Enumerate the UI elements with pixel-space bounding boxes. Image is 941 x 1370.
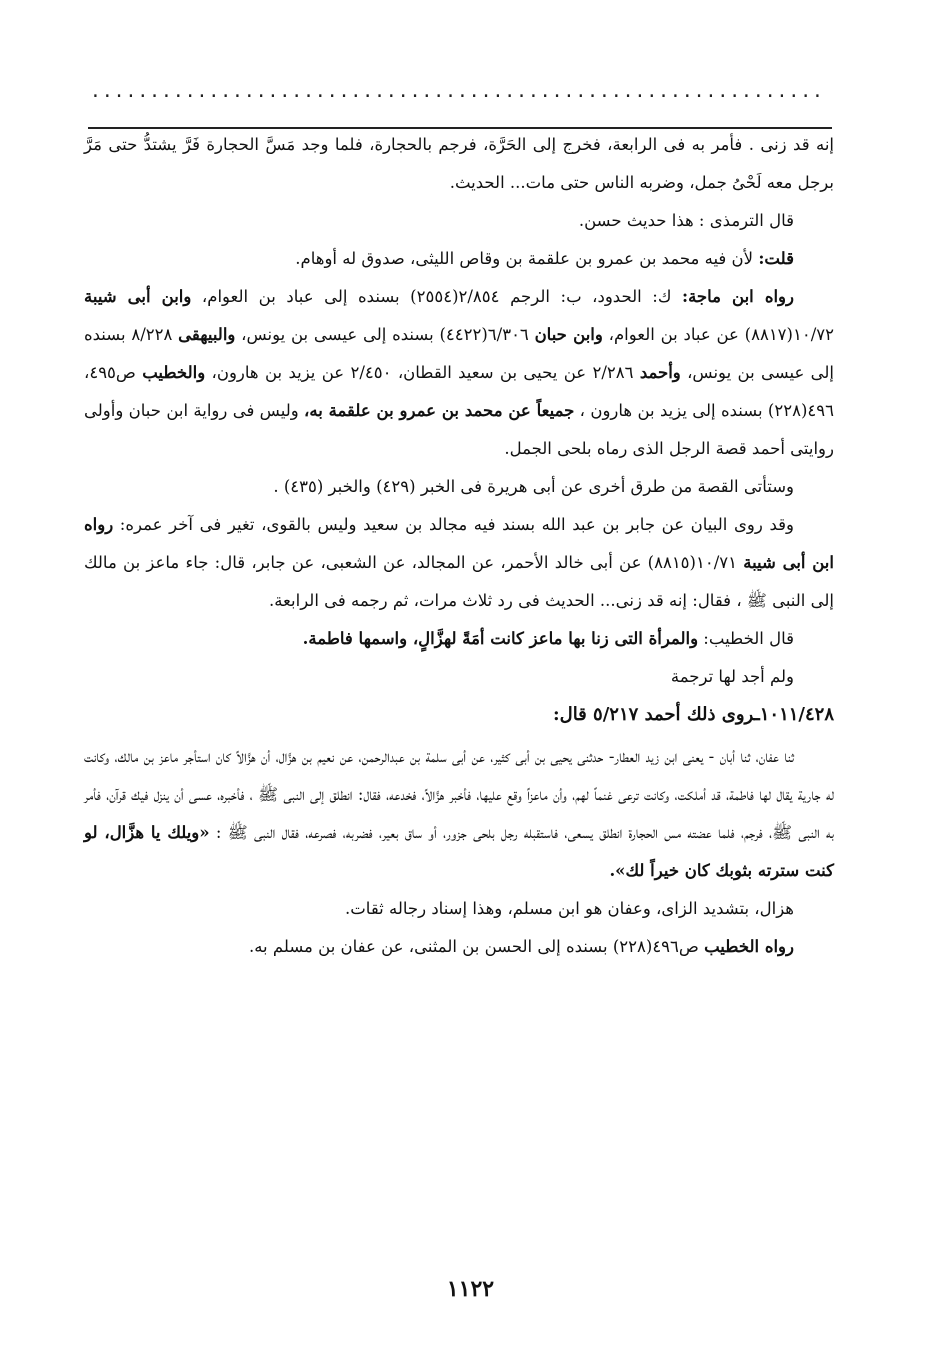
paragraph-text: ك: الحدود، ب: الرجم ٢/٨٥٤(٢٥٥٤) بسنده إلى عباد بن العوام،: [191, 287, 682, 306]
body-text: [84, 126, 834, 966]
source-label: وابن حبان: [534, 325, 603, 344]
paragraph-text: ٢/٢٨٦ عن يحيى بن سعيد القطان، ٢/٤٥٠ عن يزيد بن هارون،: [205, 363, 640, 382]
source-label: رواه ابن أبى شيبة: [84, 515, 834, 572]
qultu-label: قلت:: [758, 249, 794, 268]
paragraph-text: ص٤٩٥، ٤٩٦(٢٢٨) بسنده إلى يزيد بن هارون ،: [84, 363, 834, 420]
source-label: وابن أبى شيبة: [84, 287, 192, 306]
paragraph-hadith-continuation: [84, 126, 834, 202]
paragraph-hadith-text: [84, 738, 834, 890]
source-label: والبيهقى: [178, 325, 236, 344]
paragraph-text: قال الخطيب:: [698, 629, 794, 648]
paragraph-text: ولم أجد لها ترجمة: [670, 667, 794, 686]
paragraph-qultu: [84, 240, 834, 278]
source-label: رواه الخطيب: [704, 937, 794, 956]
paragraph-text: ٨/٢٢٨ بسنده إلى عيسى بن يونس،: [84, 325, 834, 382]
paragraph-text: ثنا عفان، ثنا أبان - يعنى ابن زيد العطار- حدثنى يحيى بن أبى كثير، عن أبى سلمة بن عبدالرحمن، عن نعيم بن هزَّال، أن هزَّالاً كان استأجر ماعز بن مالك، وكانت له جارية يقال لها فاطمة، قد أملكت، وكانت ترعى غنماً لهم، وأن ماعزاً وقع عليها، فأخبر هزَّالاً، فخدعه، فقال: انطلق إلى النبى ﷺ ، فأخبره، عسى أن ينزل فيك قرآن، فأمر به النبى ﷺ، فرجم، فلما عضته مس الحجارة انطلق يسعى، فاستقبله رجل بلحى جزور، أو ساق بعير، فضربه، فصرعه، فقال النبى ﷺ :: [84, 747, 835, 842]
page-number: ١١٢٢: [446, 1276, 495, 1302]
source-label: والخطيب: [142, 363, 206, 382]
paragraph-text: إنه قد زنى . فأمر به فى الرابعة، فخرج إلى الحَرَّة، فرجم بالحجارة، فلما وجد مَسَّ الحجارة فَرَّ يشتدُّ حتى مَرَّ برجل معه لَحْىُ جمل، وضربه الناس حتى مات... الحديث.: [84, 135, 834, 192]
source-label: وأحمد: [639, 363, 681, 382]
heading-text: ١٠١١/٤٢٨ـروى ذلك أحمد ٥/٢١٧ قال:: [552, 704, 834, 725]
paragraph-tirmidhi: [84, 202, 834, 240]
prophet-quote: «ويلك يا هزَّال، لو كنت سترته بثوبك كان خيراً لك».: [84, 823, 834, 880]
paragraph-other-routes: [84, 468, 834, 506]
paragraph-khatib: [84, 620, 834, 658]
paragraph-text: ٦/٣٠٦(٤٤٢٢) بسنده إلى عيسى بن يونس،: [235, 325, 535, 344]
hadith-heading: [84, 696, 834, 734]
source-label: رواه ابن ماجة:: [681, 287, 794, 306]
paragraph-takhrij: [84, 278, 834, 468]
paragraph-jabir: [84, 506, 834, 620]
paragraph-khatib-source: [84, 928, 834, 966]
paragraph-text: ص٤٩٦(٢٢٨) بسنده إلى الحسن بن المثنى، عن عفان بن مسلم به.: [248, 937, 705, 956]
paragraph-text: هزال، بتشديد الزاى، وعفان هو ابن مسلم، وهذا إسناد رجاله ثقات.: [345, 899, 794, 918]
paragraph-hazzal-note: [84, 890, 834, 928]
paragraph-text: وليس فى رواية ابن حبان وأولى روايتى أحمد قصة الرجل الذى رماه بلحى الجمل.: [84, 401, 834, 458]
paragraph-no-biography: [84, 658, 834, 696]
khatib-quote: والمرأة التى زنا بها ماعز كانت أمَةً لهزَّالٍ، واسمها فاطمة.: [302, 629, 699, 648]
paragraph-text: ١٠/٧٢(٨٨١٧) عن عباد بن العوام،: [602, 325, 834, 344]
paragraph-text: ١٠/٧١(٨٨١٥) عن أبى خالد الأحمر، عن المجالد، عن الشعبى، عن جابر، قال: جاء ماعز بن مالك إلى النبى ﷺ ، فقال: إنه قد زنى... الحديث فى رد ثلاث مرات، ثم رجمه فى الرابعة.: [84, 553, 834, 610]
source-label: جميعاً عن محمد بن عمرو بن علقمة به،: [304, 401, 575, 420]
separator-dots: ..............................................................: [90, 82, 824, 102]
paragraph-text: وقد روى البيان عن جابر بن عبد الله بسند فيه مجالد بن سعيد وليس بالقوى، تغير فى آخر عمره:: [113, 515, 794, 534]
paragraph-text: قال الترمذى : هذا حديث حسن.: [578, 211, 794, 230]
paragraph-text: لأن فيه محمد بن عمرو بن علقمة بن وقاص الليثى، صدوق له أوهام.: [295, 249, 759, 268]
paragraph-text: وستأتى القصة من طرق أخرى عن أبى هريرة فى الخبر (٤٢٩) والخبر (٤٣٥) .: [273, 477, 794, 496]
